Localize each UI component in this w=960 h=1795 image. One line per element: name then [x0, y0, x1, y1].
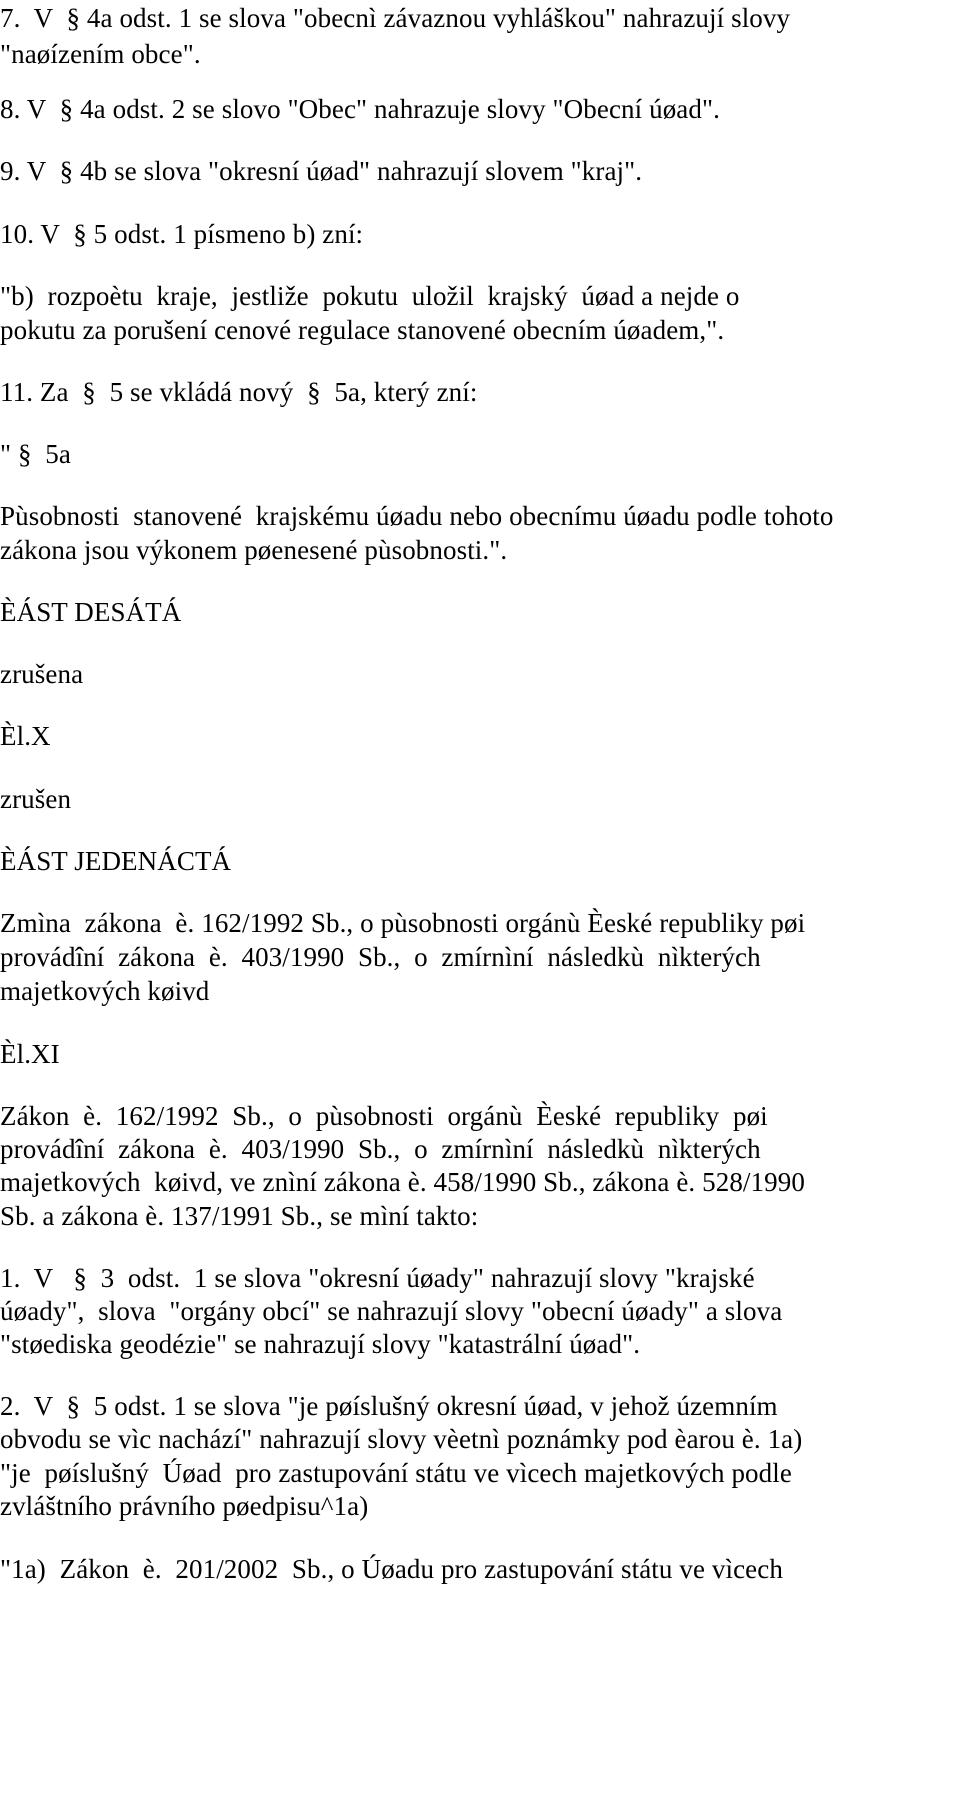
- text-line: obvodu se vìc nachází" nahrazují slovy vèetnì poznámky pod èarou è. 1a): [0, 1424, 803, 1454]
- text-line: "b) rozpoètu kraje, jestliže pokutu uložil krajský úøad a nejde o: [0, 281, 740, 311]
- text-line: 11. Za § 5 se vkládá nový § 5a, který zní:: [0, 377, 478, 407]
- text-line: 10. V § 5 odst. 1 písmeno b) zní:: [0, 219, 364, 249]
- text-line: 7. V § 4a odst. 1 se slova "obecnì závaznou vyhláškou" nahrazují slovy: [0, 3, 791, 33]
- text-line: majetkových køivd: [0, 976, 210, 1006]
- article-heading: Èl.XI: [0, 1039, 60, 1069]
- text-line: zákona jsou výkonem pøenesené pùsobnosti.".: [0, 535, 508, 565]
- text-line: 8. V § 4a odst. 2 se slovo "Obec" nahrazuje slovy "Obecní úøad".: [0, 94, 720, 124]
- text-line: zvláštního právního pøedpisu^1a): [0, 1491, 369, 1521]
- text-line: Zákon è. 162/1992 Sb., o pùsobnosti orgánù Èeské republiky pøi: [0, 1101, 768, 1131]
- part-heading: ÈÁST JEDENÁCTÁ: [0, 846, 232, 876]
- text-line: "støediska geodézie" se nahrazují slovy "katastrální úøad".: [0, 1329, 641, 1359]
- text-line: 2. V § 5 odst. 1 se slova "je pøíslušný okresní úøad, v jehož územním: [0, 1391, 778, 1421]
- text-line: Sb. a zákona è. 137/1991 Sb., se mìní takto:: [0, 1201, 479, 1231]
- text-line: "1a) Zákon è. 201/2002 Sb., o Úøadu pro zastupování státu ve vìcech: [0, 1554, 783, 1584]
- status-text: zrušen: [0, 784, 72, 814]
- text-line: provádîní zákona è. 403/1990 Sb., o zmírnìní následkù nìkterých: [0, 942, 761, 972]
- text-line: provádîní zákona è. 403/1990 Sb., o zmírnìní následkù nìkterých: [0, 1134, 761, 1164]
- section-heading: " § 5a: [0, 439, 71, 469]
- text-line: pokutu za porušení cenové regulace stanovené obecním úøadem,".: [0, 315, 725, 345]
- text-line: majetkových køivd, ve znìní zákona è. 458/1990 Sb., zákona è. 528/1990: [0, 1167, 805, 1197]
- text-line: úøady", slova "orgány obcí" se nahrazují slovy "obecní úøady" a slova: [0, 1296, 783, 1326]
- text-line: 1. V § 3 odst. 1 se slova "okresní úøady" nahrazují slovy "krajské: [0, 1263, 755, 1293]
- text-line: Pùsobnosti stanovené krajskému úøadu nebo obecnímu úøadu podle tohoto: [0, 501, 834, 531]
- text-line: Zmìna zákona è. 162/1992 Sb., o pùsobnosti orgánù Èeské republiky pøi: [0, 908, 806, 938]
- part-heading: ÈÁST DESÁTÁ: [0, 597, 182, 627]
- article-heading: Èl.X: [0, 721, 51, 751]
- text-line: "naøízením obce".: [0, 39, 201, 69]
- status-text: zrušena: [0, 659, 84, 689]
- text-line: 9. V § 4b se slova "okresní úøad" nahrazují slovem "kraj".: [0, 156, 643, 186]
- text-line: "je pøíslušný Úøad pro zastupování státu ve vìcech majetkových podle: [0, 1458, 792, 1488]
